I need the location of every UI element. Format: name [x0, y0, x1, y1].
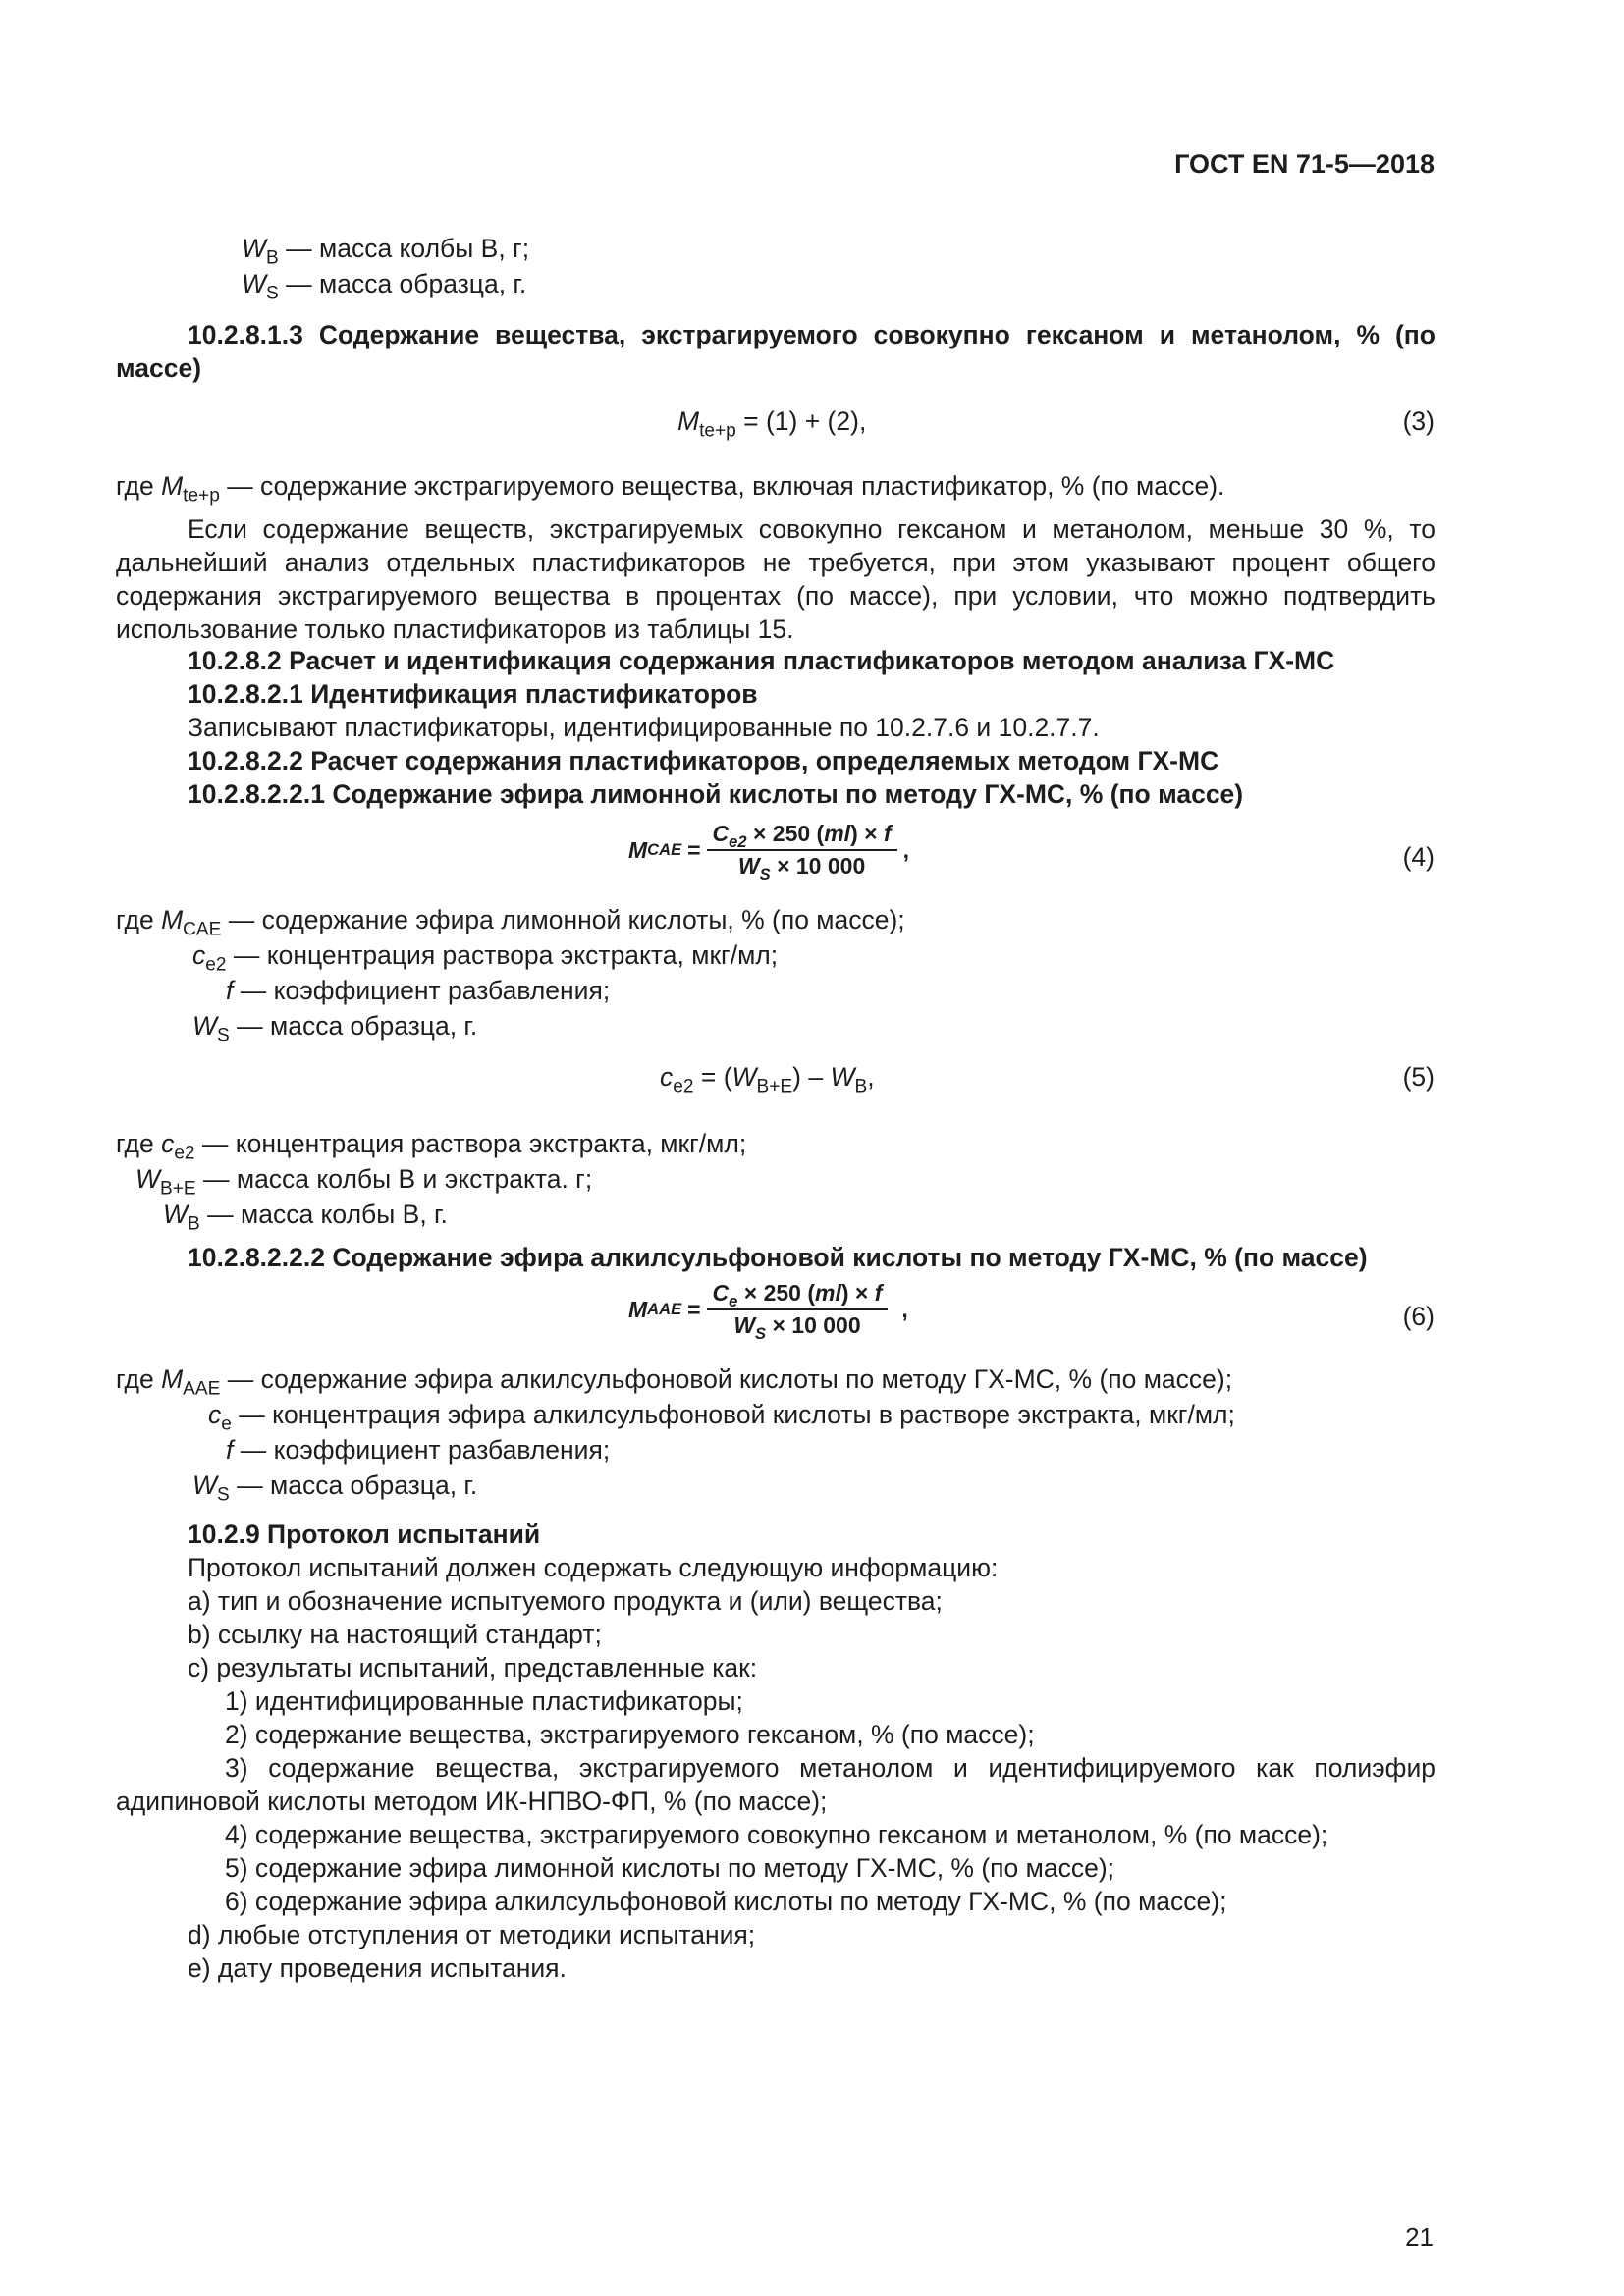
denominator [732, 851, 871, 883]
report-item-c: c) результаты испытаний, представленные как: [188, 1653, 758, 1682]
definition-text: — концентрация раствора экстракта, мкг/мл; [233, 940, 779, 970]
paragraph-identification: Записывают пластификаторы, идентифицированные по 10.2.7.6 и 10.2.7.7. [188, 713, 1100, 742]
num-factor: f [883, 821, 892, 846]
where-maae [116, 1362, 1233, 1400]
definition-text: — масса колбы В, г; [286, 234, 530, 263]
section-heading-10-2-8-2-2-1: 10.2.8.2.2.1 Содержание эфира лимонной кислоты по методу ГХ-МС, % (по массе) [188, 779, 1244, 809]
eq-symbol-sub: e2 [673, 1076, 694, 1097]
den-symbol-sub: S [755, 1323, 767, 1343]
symbol-sub: te+p [183, 485, 220, 507]
num-text: × 250 ( [743, 1280, 816, 1306]
definition-text: — масса образца, г. [237, 1470, 478, 1500]
report-item-c4: 4) содержание вещества, экстрагируемого совокупно гексаном и метанолом, % (по массе); [225, 1820, 1328, 1849]
def-wbe [135, 1162, 593, 1200]
eq-symbol-sub: B+E [756, 1076, 793, 1097]
definition-text: — масса образца, г. [237, 1011, 478, 1041]
definition-wb [242, 232, 530, 269]
symbol: W [242, 234, 267, 263]
heading-line: 10.2.8.1.3 Содержание вещества, экстрагируемого совокупно гексаном и метанолом, % (по [188, 320, 1435, 349]
section-heading-10-2-8-2: 10.2.8.2 Расчет и идентификация содержания пластификаторов методом анализа ГХ-МС [188, 646, 1335, 675]
den-text: × 10 000 [777, 853, 866, 879]
denominator [728, 1310, 866, 1343]
where-prefix: где [116, 471, 154, 501]
eq-sign: = [687, 836, 701, 863]
eq-symbol-sub: te+p [699, 420, 736, 442]
definition-text: — концентрация эфира алкилсульфоновой кислоты в растворе экстракта, мкг/мл; [239, 1400, 1235, 1429]
symbol: M [161, 905, 184, 934]
paragraph-line: использование только пластификаторов из таблицы 15. [116, 614, 794, 644]
paragraph-line: содержания экстрагируемого вещества в процентах (по массе), при условии, что можно подтвердить [116, 581, 1435, 611]
num-symbol: C [712, 1280, 730, 1306]
symbol: c [192, 940, 206, 970]
symbol-sub: B [188, 1213, 200, 1235]
report-line: 3) содержание вещества, экстрагируемого метанолом и идентифицируемого как полиэфир [225, 1753, 1435, 1783]
definition-text: — содержание эфира алкилсульфоновой кислоты по методу ГХ-МС, % (по массе); [227, 1364, 1233, 1394]
paragraph-line: дальнейший анализ отдельных пластификаторов не требуется, при этом указывают процент общего [116, 548, 1435, 577]
definition-text: — содержание экстрагируемого вещества, включая пластификатор, % (по массе). [227, 471, 1225, 501]
equation-number-4: (4) [1402, 842, 1435, 872]
symbol: c [161, 1129, 175, 1158]
num-text: ) × [840, 1280, 869, 1306]
eq-symbol: W [731, 1062, 757, 1092]
den-symbol-sub: S [759, 864, 771, 883]
equation-5 [660, 1060, 875, 1097]
report-line: адипиновой кислоты методом ИК-НПВО-ФП, % (по массе); [116, 1787, 828, 1816]
heading-line: массе) [116, 353, 202, 383]
report-intro: Протокол испытаний должен содержать следующую информацию: [188, 1553, 999, 1582]
section-heading-10-2-8-1-3 [116, 318, 1435, 385]
num-symbol-sub: e2 [729, 831, 747, 851]
definition-text: — содержание эфира лимонной кислоты, % (по массе); [228, 905, 905, 934]
den-symbol: W [733, 1312, 756, 1338]
num-text: ) × [850, 821, 878, 846]
eq-symbol-sub: B [854, 1076, 868, 1097]
num-unit: ml [824, 821, 851, 846]
equation-4: M CAE = $\frac{C_{e2} \times 250 (ml) \times f}{W_S \times 10 000}$ , [628, 821, 909, 883]
def-ws [192, 1009, 478, 1046]
page-number: 21 [1405, 2222, 1434, 2252]
symbol-sub: e [221, 1414, 232, 1435]
where-ce2 [116, 1127, 747, 1164]
symbol-sub: CAE [183, 919, 222, 940]
symbol: W [163, 1200, 189, 1229]
def-ws-2 [192, 1468, 478, 1506]
symbol: W [242, 269, 267, 298]
den-symbol: W [737, 853, 760, 879]
equation-number-3: (3) [1402, 406, 1435, 436]
def-ce2 [192, 938, 779, 976]
numerator [707, 1280, 889, 1310]
report-item-e: e) дату проведения испытания. [188, 1953, 567, 1983]
den-text: × 10 000 [772, 1312, 861, 1338]
equation-number-6: (6) [1402, 1302, 1435, 1331]
symbol-sub: B+E [160, 1178, 196, 1200]
section-heading-10-2-8-2-2-2: 10.2.8.2.2.2 Содержание эфира алкилсульфоновой кислоты по методу ГХ-МС, % (по массе) [188, 1243, 1368, 1272]
where-prefix: где [116, 1364, 154, 1394]
symbol: f [226, 1435, 234, 1465]
symbol: f [226, 976, 234, 1005]
page-header: ГОСТ EN 71-5—2018 [1174, 149, 1435, 179]
section-heading-10-2-8-2-1: 10.2.8.2.1 Идентификация пластификаторов [188, 679, 758, 709]
where-prefix: где [116, 1129, 154, 1158]
where-mcae [116, 903, 905, 940]
report-item-d: d) любые отступления от методики испытания; [188, 1920, 756, 1949]
report-item-c6: 6) содержание эфира алкилсульфоновой кислоты по методу ГХ-МС, % (по массе); [225, 1887, 1227, 1916]
section-heading-10-2-9: 10.2.9 Протокол испытаний [188, 1520, 541, 1549]
definition-text: — коэффициент разбавления; [240, 1435, 611, 1465]
eq-comma: , [902, 836, 909, 863]
eq-sign: = [687, 1296, 701, 1322]
section-heading-10-2-8-2-2: 10.2.8.2.2 Расчет содержания пластификаторов, определяемых методом ГХ-МС [188, 746, 1219, 775]
eq-text: , [867, 1062, 875, 1092]
definition-text: — масса образца, г. [286, 269, 527, 298]
definition-text: — масса колбы В, г. [207, 1200, 448, 1229]
eq-symbol: M [628, 1296, 648, 1322]
paragraph-threshold [116, 512, 1435, 646]
symbol-sub: S [266, 283, 279, 304]
symbol: M [161, 1364, 184, 1394]
symbol-sub: e2 [205, 954, 227, 976]
def-f-2 [226, 1433, 610, 1467]
symbol-sub: B [266, 247, 279, 269]
numerator [707, 821, 897, 851]
report-item-c1: 1) идентифицированные пластификаторы; [225, 1686, 743, 1716]
report-item-b: b) ссылку на настоящий стандарт; [188, 1620, 602, 1649]
paragraph-line: Если содержание веществ, экстрагируемых совокупно гексаном и метанолом, меньше 30 %, то [188, 514, 1435, 544]
report-item-a: a) тип и обозначение испытуемого продукта и (или) вещества; [188, 1586, 943, 1616]
def-ce [208, 1398, 1235, 1435]
eq-symbol: c [660, 1062, 674, 1092]
report-item-c5: 5) содержание эфира лимонной кислоты по методу ГХ-МС, % (по массе); [225, 1853, 1115, 1883]
definition-text: — масса колбы В и экстракта. г; [202, 1164, 593, 1194]
eq-text: = ( [700, 1062, 732, 1092]
report-item-c3 [116, 1751, 1435, 1818]
equation-3 [677, 404, 867, 442]
fraction [707, 1280, 889, 1343]
symbol-sub: S [217, 1025, 230, 1046]
fraction [707, 821, 897, 883]
num-symbol: C [712, 821, 730, 846]
definition-ws [242, 267, 527, 304]
definition-text: — коэффициент разбавления; [240, 976, 611, 1005]
symbol: c [208, 1400, 222, 1429]
def-f [226, 974, 610, 1007]
eq-symbol: M [677, 406, 700, 436]
num-text: × 250 ( [752, 821, 825, 846]
symbol: W [135, 1164, 161, 1194]
eq-symbol: M [628, 836, 648, 863]
eq-comma: , [901, 1296, 908, 1322]
num-symbol-sub: e [729, 1291, 738, 1310]
where-mtep [116, 469, 1225, 507]
eq-text: ) – [792, 1062, 824, 1092]
definition-text: — концентрация раствора экстракта, мкг/мл; [201, 1129, 747, 1158]
equation-number-5: (5) [1402, 1062, 1435, 1092]
where-prefix: где [116, 905, 154, 934]
symbol-sub: S [217, 1484, 230, 1506]
symbol: M [161, 471, 184, 501]
symbol: W [192, 1470, 218, 1500]
symbol: W [192, 1011, 218, 1041]
num-unit: ml [815, 1280, 841, 1306]
eq-symbol: W [830, 1062, 855, 1092]
num-factor: f [874, 1280, 883, 1306]
symbol-sub: AAE [183, 1378, 221, 1400]
def-wb [163, 1198, 448, 1235]
eq-rhs: = (1) + (2), [743, 406, 867, 436]
equation-6: M AAE = $\frac{C_e \times 250 (ml) \times f}{W_S \times 10 000}$ , [628, 1280, 908, 1343]
report-item-c2: 2) содержание вещества, экстрагируемого гексаном, % (по массе); [225, 1720, 1035, 1749]
symbol-sub: e2 [174, 1143, 195, 1164]
